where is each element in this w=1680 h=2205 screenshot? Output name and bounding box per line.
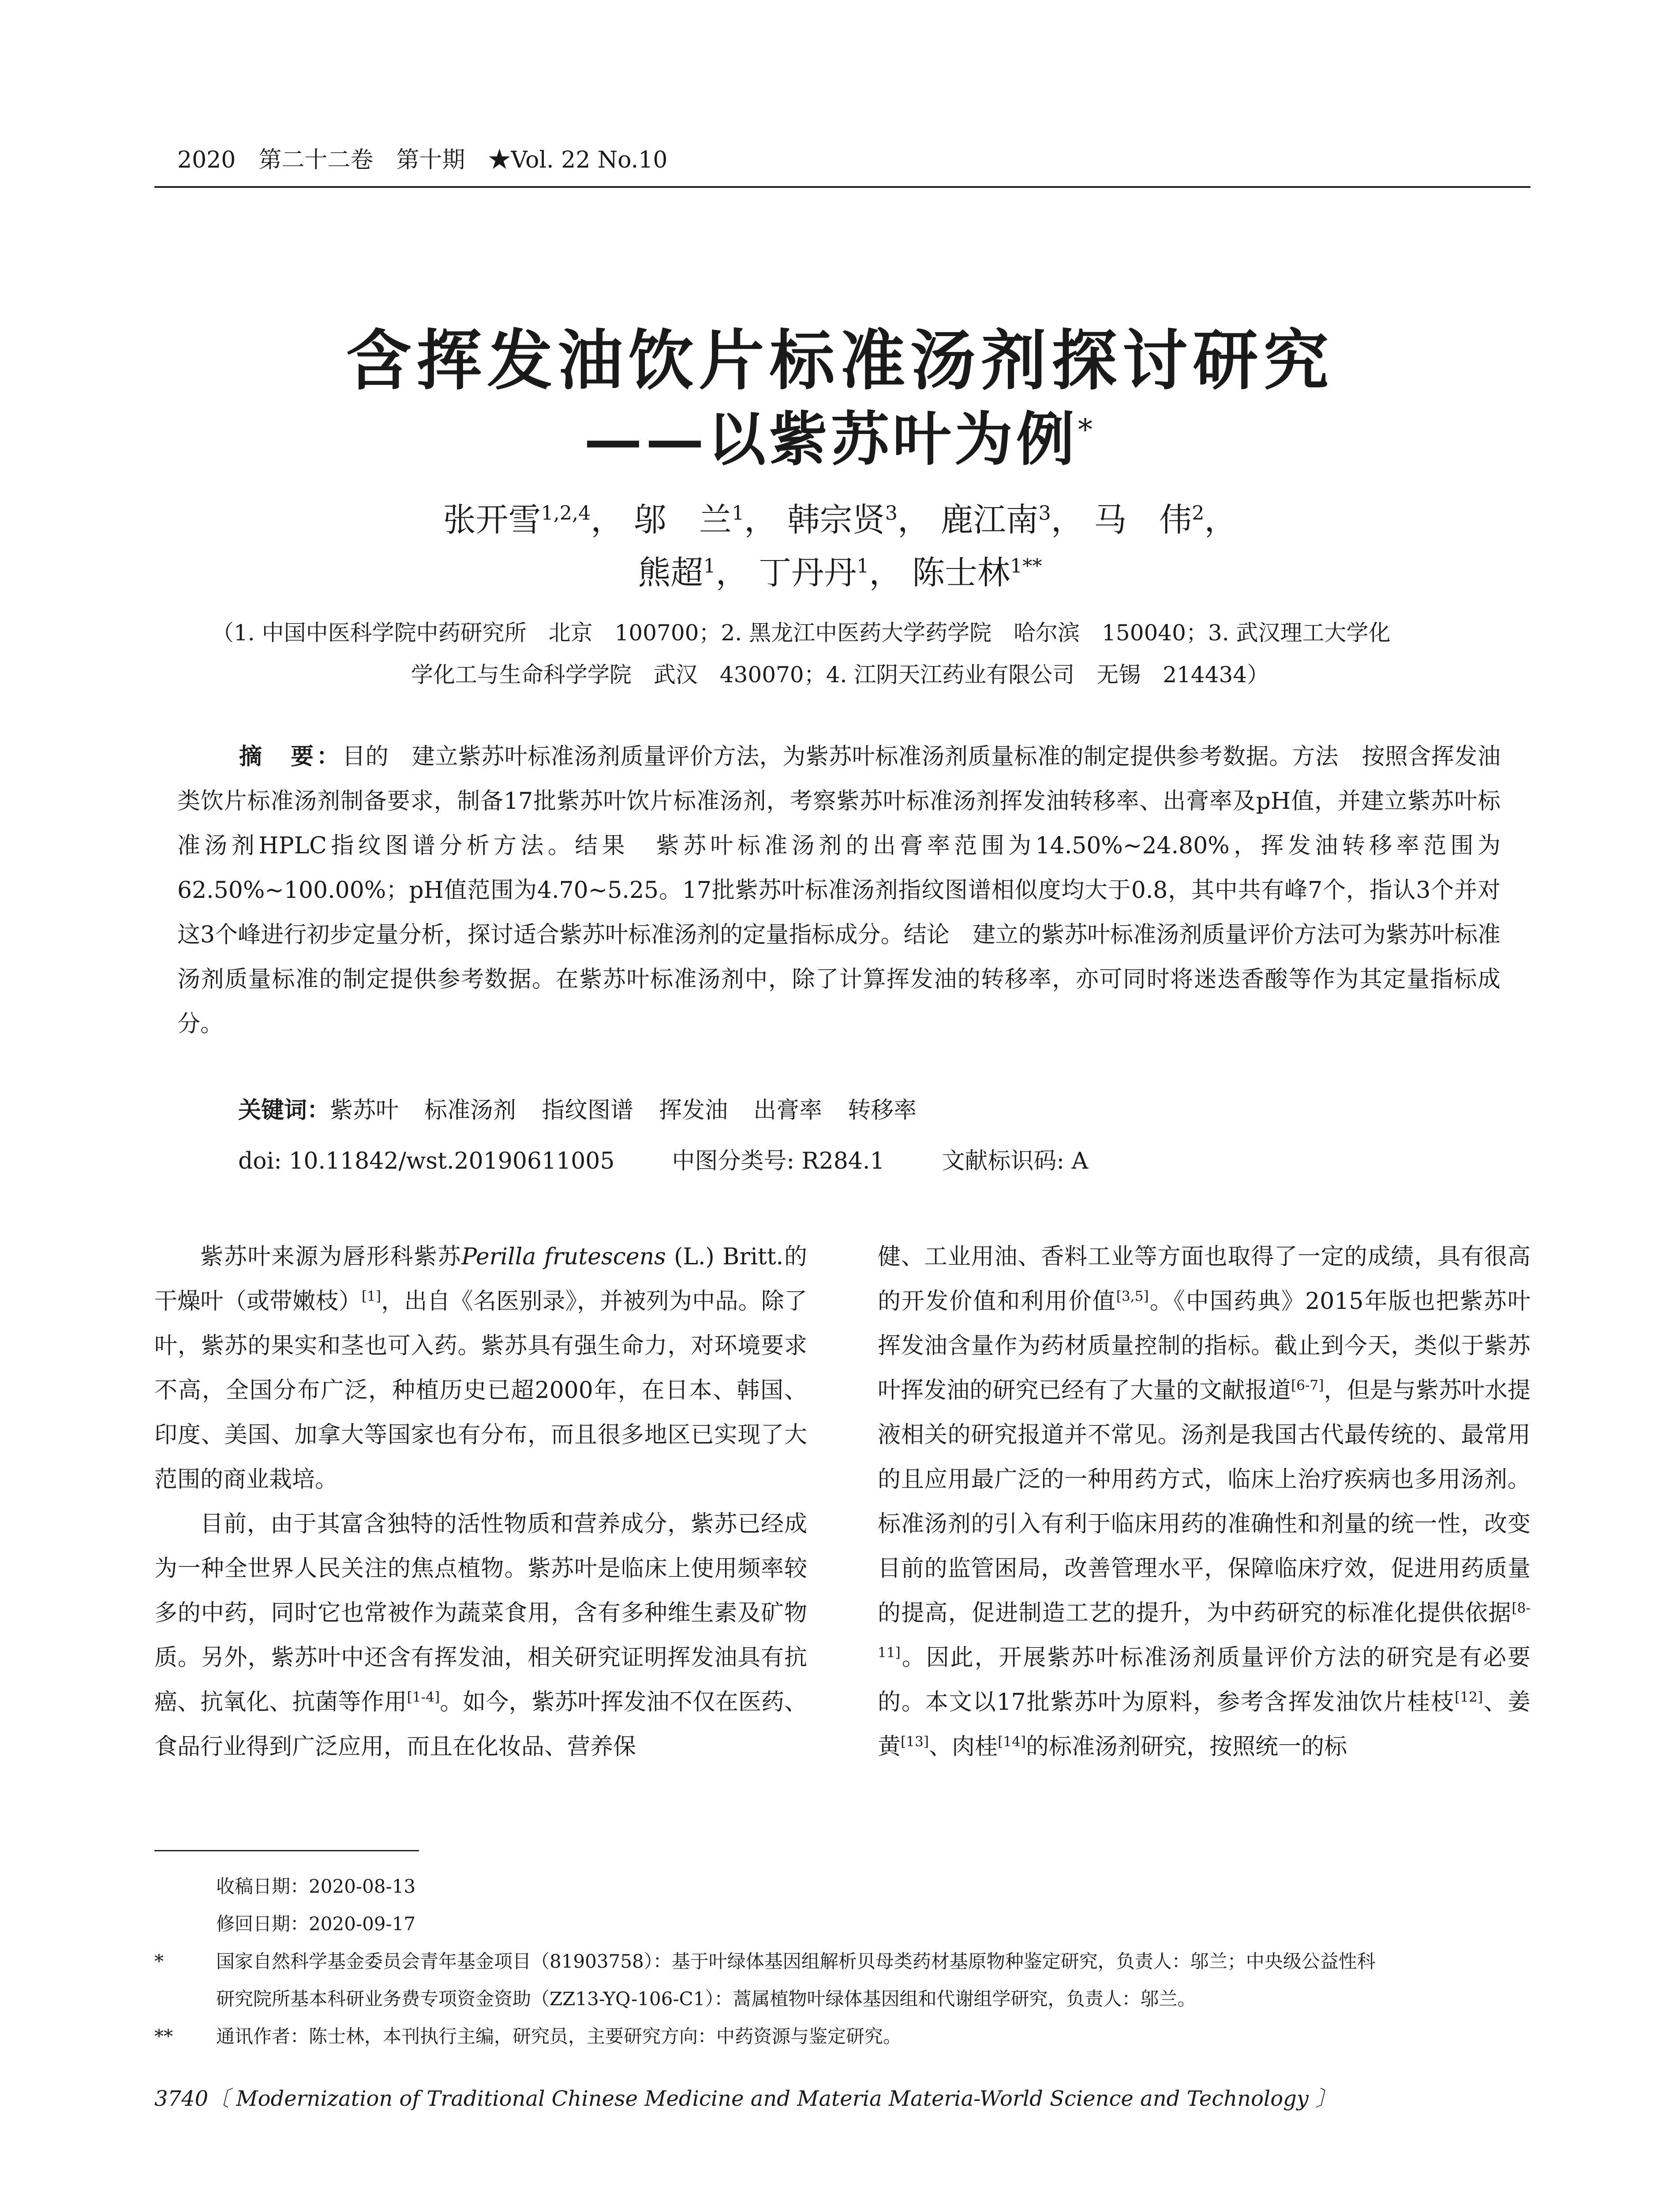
funding-mark: * [154, 1951, 164, 1972]
citation[interactable]: [3,5] [1116, 1288, 1149, 1304]
author-name: 丁丹丹 [759, 554, 857, 592]
body-paragraph [154, 1502, 807, 1769]
author-name: 张开雪 [443, 501, 541, 539]
funding-note [154, 1943, 1535, 1980]
title-footnote-mark: * [1078, 413, 1096, 447]
text-run: 健、工业用油、香料工业等方面也取得了一定的成绩，具有很高的开发价值和利用价值 [878, 1244, 1530, 1315]
citation[interactable]: [13] [901, 1734, 929, 1750]
abstract [177, 734, 1500, 1046]
abstract-label: 摘 要： [239, 743, 343, 770]
text-run: 。因此，开展紫苏叶标准汤剂质量评价方法的研究是有必要的。本文以17批紫苏叶为原料，参考含挥发油饮片桂枝 [878, 1644, 1530, 1715]
paper-title: 含挥发油饮片标准汤剂探讨研究 [346, 322, 1334, 399]
funding-note-cont: 研究院所基本科研业务费专项资金资助（ZZ13-YQ-106-C1）：蒿属植物叶绿体基因组和代谢组学研究，负责人：邬兰。 [216, 1988, 1196, 2010]
author-affil-mark: 1 [703, 555, 716, 578]
body-paragraph [154, 1235, 807, 1502]
text-run: 。如今，紫苏叶挥发油不仅在医药、食品行业得到广泛应用，而且在化妆品、营养保 [154, 1689, 807, 1760]
citation[interactable]: [8-11] [878, 1600, 1530, 1661]
author-affil-mark: 1 [857, 555, 869, 578]
author-name: 邬 兰 [633, 501, 732, 539]
author-affil-mark: 1 [731, 502, 745, 525]
received-date: 收稿日期：2020-08-13 [216, 1876, 416, 1897]
revised-date: 修回日期：2020-09-17 [216, 1913, 416, 1935]
text-run: 。《中国药典》2015年版也把紫苏叶挥发油含量作为药材质量控制的指标。截止到今天，类似于紫苏叶挥发油的研究已经有了大量的文献报道 [878, 1288, 1530, 1404]
author-line-2: 熊超$^1$， 丁丹丹$^1$， 陈士林$^{1**}$ [638, 554, 1042, 592]
author-affil-mark: 1** [1010, 555, 1042, 578]
citation[interactable]: [12] [1455, 1689, 1483, 1705]
author-affil-mark: 1,2,4 [541, 502, 591, 525]
body-column-right [878, 1235, 1530, 1769]
doi: doi: 10.11842/wst.20190611005 [238, 1148, 615, 1174]
author-name: 熊超 [638, 554, 703, 592]
author-name: 韩宗贤 [787, 501, 885, 539]
author-affil-mark: 3 [1038, 502, 1051, 525]
body-column-left [154, 1235, 807, 1769]
journal-header: 2020 第二十二卷 第十期 ★Vol. 22 No.10 [177, 147, 668, 173]
paper-subtitle [0, 392, 1680, 476]
author-name: 马 伟 [1094, 501, 1192, 539]
affiliation-line-1: （1. 中国中医科学院中药研究所 北京 100700；2. 黑龙江中医药大学药学院 哈尔滨 150040；3. 武汉理工大学化 [212, 620, 1391, 646]
page-footer: 3740〔 Modernization of Traditional Chinese Medicine and Materia Materia-World Science and Technology 〕 [154, 2086, 1337, 2111]
text-run: 的标准汤剂研究，按照统一的标 [1026, 1734, 1347, 1760]
keyword: 紫苏叶 [330, 1097, 399, 1124]
subtitle-text: ——以紫苏叶为例 [584, 405, 1078, 474]
latin-name: Perilla frutescens [461, 1244, 666, 1270]
keyword: 指纹图谱 [542, 1097, 634, 1124]
text-run: 紫苏叶来源为唇形科紫苏 [200, 1244, 462, 1270]
author-name: 鹿江南 [940, 501, 1039, 539]
footnote-rule [154, 1850, 419, 1851]
author-affil-mark: 3 [885, 502, 898, 525]
document-code: 文献标识码: A [942, 1148, 1089, 1174]
corresponding-mark: ** [154, 2026, 173, 2047]
clc-number: 中图分类号: R284.1 [672, 1148, 885, 1174]
body-paragraph [878, 1235, 1530, 1769]
citation[interactable]: [14] [998, 1734, 1026, 1750]
identifier-line [238, 1142, 1517, 1175]
text-run: (L.) Britt.的干燥叶（或带嫩枝） [154, 1244, 808, 1315]
keyword: 出膏率 [753, 1097, 823, 1124]
text-run: 、肉桂 [929, 1734, 998, 1760]
corresponding-author-note [154, 2018, 1535, 2055]
keyword: 转移率 [848, 1097, 917, 1124]
author-line-1: 张开雪$^{1,2,4}$， 邬 兰$^1$， 韩宗贤$^3$， 鹿江南$^3$， 马 伟$^2$， [443, 501, 1237, 539]
keyword: 挥发油 [659, 1097, 728, 1124]
affiliation-line-2: 学化工与生命科学学院 武汉 430070；4. 江阴天江药业有限公司 无锡 214434） [411, 662, 1269, 688]
keywords-label: 关键词： [238, 1097, 330, 1124]
text-run: 、姜黄 [878, 1689, 1530, 1760]
text-run: ，出自《名医别录》，并被列为中品。除了叶，紫苏的果实和茎也可入药。紫苏具有强生命力，对环境要求不高，全国分布广泛，种植历史已超2000年，在日本、韩国、印度、美国、加拿大等国家也有分布，而且很多地区已实现了大范围的商业栽培。 [154, 1288, 807, 1493]
corresponding-text: 通讯作者：陈士林，本刊执行主编，研究员，主要研究方向：中药资源与鉴定研究。 [216, 2026, 902, 2047]
author-affil-mark: 2 [1192, 502, 1205, 525]
header-rule [154, 186, 1530, 188]
text-run: 目前，由于其富含独特的活性物质和营养成分，紫苏已经成为一种全世界人民关注的焦点植物。紫苏叶是临床上使用频率较多的中药，同时它也常被作为蔬菜食用，含有多种维生素及矿物质。另外，紫苏叶中还含有挥发油，相关研究证明挥发油具有抗癌、抗氧化、抗菌等作用 [154, 1511, 807, 1715]
author-name: 陈士林 [912, 554, 1010, 592]
funding-text: 国家自然科学基金委员会青年基金项目（81903758）：基于叶绿体基因组解析贝母类药材基原物种鉴定研究，负责人：邬兰；中央级公益性科 [216, 1951, 1376, 1972]
keyword: 标准汤剂 [424, 1097, 516, 1124]
keywords [238, 1091, 1517, 1125]
citation[interactable]: [1-4] [407, 1689, 440, 1705]
citation[interactable]: [6-7] [1291, 1377, 1324, 1394]
footnotes [154, 1868, 1535, 2055]
text-run: ，但是与紫苏叶水提液相关的研究报道并不常见。汤剂是我国古代最传统的、最常用的且应用最广泛的一种用药方式，临床上治疗疾病也多用汤剂。标准汤剂的引入有利于临床用药的准确性和剂量的统一性，改变目前的监管困局，改善管理水平，保障临床疗效，促进用药质量的提高，促进制造工艺的提升，为中药研究的标准化提供依据 [878, 1377, 1530, 1626]
abstract-text: 目的 建立紫苏叶标准汤剂质量评价方法，为紫苏叶标准汤剂质量标准的制定提供参考数据。方法 按照含挥发油类饮片标准汤剂制备要求，制备17批紫苏叶饮片标准汤剂，考察紫苏叶标准汤剂挥发油转移率、出膏率及pH值，并建立紫苏叶标准汤剂HPLC指纹图谱分析方法。结果 紫苏叶标准汤剂的出膏率范围为14.50%~24.80%，挥发油转移率范围为62.50%~100.00%；pH值范围为4.70~5.25。17批紫苏叶标准汤剂指纹图谱相似度均大于0.8，其中共有峰7个，指认3个并对这3个峰进行初步定量分析，探讨适合紫苏叶标准汤剂的定量指标成分。结论 建立的紫苏叶标准汤剂质量评价方法可为紫苏叶标准汤剂质量标准的制定提供参考数据。在紫苏叶标准汤剂中，除了计算挥发油的转移率，亦可同时将迷迭香酸等作为其定量指标成分。 [177, 744, 1500, 1037]
citation[interactable]: [1] [361, 1288, 382, 1304]
